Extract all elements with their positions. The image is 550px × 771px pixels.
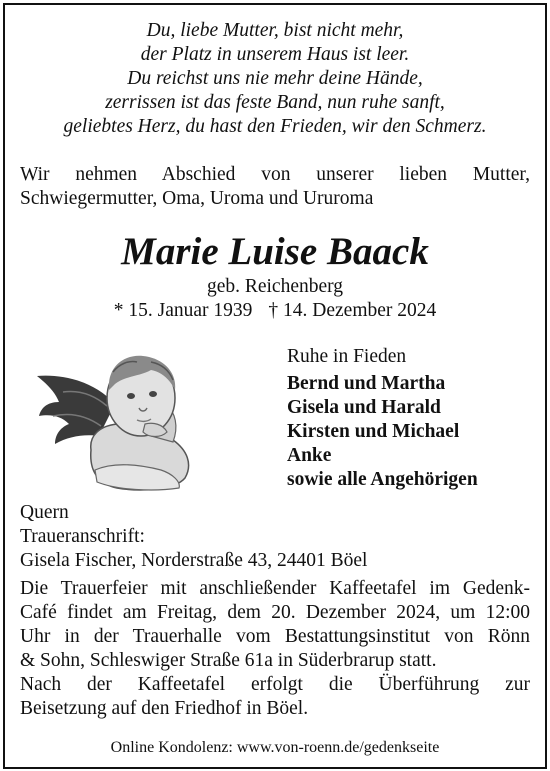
service-line: Nach der Kaffeetafel erfolgt die Überführung zur: [20, 674, 530, 695]
poem-line: der Platz in unserem Haus ist leer.: [140, 44, 410, 65]
service-line: Uhr in der Trauerhalle vom Bestattungsinstitut von Rönn: [20, 626, 530, 647]
poem-line: geliebtes Herz, du hast den Frieden, wir den Schmerz.: [63, 116, 487, 137]
service-line: Café findet am Freitag, dem 20. Dezember 2024, um 12:00: [20, 602, 530, 623]
service-line: & Sohn, Schleswiger Straße 61a in Süderbrarup statt.: [20, 650, 437, 671]
intro-line: Wir nehmen Abschied von unserer lieben Mutter,: [20, 164, 530, 185]
mourner-name: Kirsten und Michael: [287, 421, 460, 442]
obituary-notice: [3, 3, 547, 769]
poem-line: Du, liebe Mutter, bist nicht mehr,: [146, 20, 404, 41]
mourners-heading: Ruhe in Fieden: [287, 346, 407, 367]
cherub-angel-icon: [33, 332, 238, 494]
address-line: Gisela Fischer, Norderstraße 43, 24401 Böel: [20, 550, 368, 571]
funeral-service-text: [20, 577, 530, 721]
poem-line: zerrissen ist das feste Band, nun ruhe sanft,: [105, 92, 445, 113]
mourner-name: Gisela und Harald: [287, 397, 441, 418]
poem: [5, 19, 545, 139]
birth-name: geb. Reichenberg: [206, 276, 344, 297]
service-line: Beisetzung auf den Friedhof in Böel.: [20, 698, 309, 719]
life-dates: [5, 299, 545, 323]
service-line: Die Trauerfeier mit anschließender Kaffeetafel im Gedenk-: [20, 578, 530, 599]
mourner-name: Bernd und Martha: [287, 373, 446, 394]
deceased-name: Marie Luise Baack: [121, 230, 429, 273]
place-name: Quern: [20, 502, 69, 523]
mourner-name: Anke: [287, 445, 332, 466]
death-date: † 14. Dezember 2024: [268, 300, 437, 321]
intro-line: Schwiegermutter, Oma, Uroma und Ururoma: [20, 188, 374, 209]
online-condolence: Online Kondolenz: www.von-roenn.de/gedenkseite: [110, 739, 440, 756]
birth-date: * 15. Januar 1939: [113, 300, 253, 321]
address-block: [20, 501, 530, 573]
address-label: Traueranschrift:: [20, 526, 145, 547]
mourner-name: sowie alle Angehörigen: [287, 469, 478, 490]
intro-text: [20, 163, 530, 211]
poem-line: Du reichst uns nie mehr deine Hände,: [127, 68, 423, 89]
mourners-block: [287, 345, 537, 492]
